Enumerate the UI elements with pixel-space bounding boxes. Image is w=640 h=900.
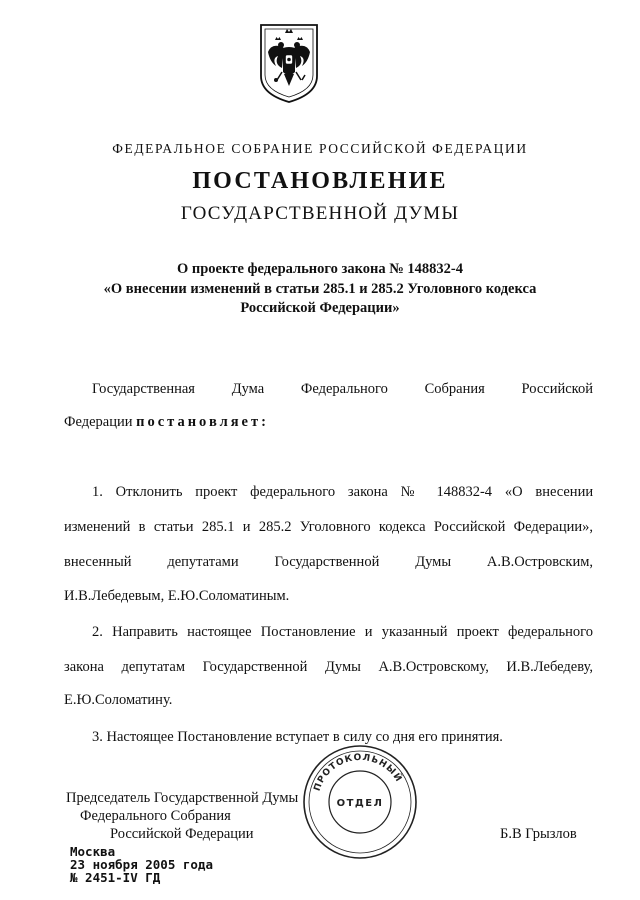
paragraph-1-line-2: изменений в статьи 285.1 и 285.2 Уголовного кодекса Российской Федерации», [64,519,593,535]
paragraph-1-line-3: внесенный депутатами Государственной Думы А.В.Островским, [64,554,594,570]
subject-line-1: О проекте федерального закона № 148832-4 [176,261,464,277]
paragraph-2-line-2: закона депутатам Государственной Думы А.В.Островскому, И.В.Лебедеву, [64,659,593,675]
paragraph-2-line-3: Е.Ю.Соломатину. [64,692,173,708]
document-title: ПОСТАНОВЛЕНИЕ [192,168,448,194]
signature-title-line-1: Председатель Государственной Думы [66,790,299,806]
stamp-ring-text: ПРОТОКОЛЬНЫЙ [312,752,404,793]
registration-city: Москва [70,844,116,859]
signer-name: Б.В Грызлов [500,826,577,842]
subject-line-3: Российской Федерации» [240,300,400,316]
svg-text:ПРОТОКОЛЬНЫЙ [313,753,406,793]
preamble-line-2: Федерации постановляет: [64,414,269,430]
resolves-emphasis: постановляет: [136,414,269,430]
coat-of-arms-emblem-icon [258,22,320,104]
preamble-line-1: Государственная Дума Федерального Собрания Российской [92,381,593,397]
registration-number: № 2451-IV ГД [70,870,161,885]
office-stamp-icon [300,742,420,862]
registration-date: 23 ноября 2005 года [70,857,213,872]
paragraph-2-line-1: 2. Направить настоящее Постановление и указанный проект федерального [92,624,593,640]
subject-line-2: «О внесении изменений в статьи 285.1 и 285.2 Уголовного кодекса [103,281,537,297]
signature-title-line-3: Российской Федерации [110,826,254,842]
signature-title-line-2: Федерального Собрания [80,808,231,824]
federal-assembly-heading: ФЕДЕРАЛЬНОЕ СОБРАНИЕ РОССИЙСКОЙ ФЕДЕРАЦИИ [112,141,528,156]
stamp-center-text: ОТДЕЛ [336,798,384,809]
document-subtitle: ГОСУДАРСТВЕННОЙ ДУМЫ [180,203,460,224]
paragraph-1-line-4: И.В.Лебедевым, Е.Ю.Соломатиным. [64,588,290,604]
paragraph-3: 3. Настоящее Постановление вступает в силу со дня его принятия. [92,729,503,745]
paragraph-1-line-1: 1. Отклонить проект федерального закона № 148832-4 «О внесении [92,484,594,500]
